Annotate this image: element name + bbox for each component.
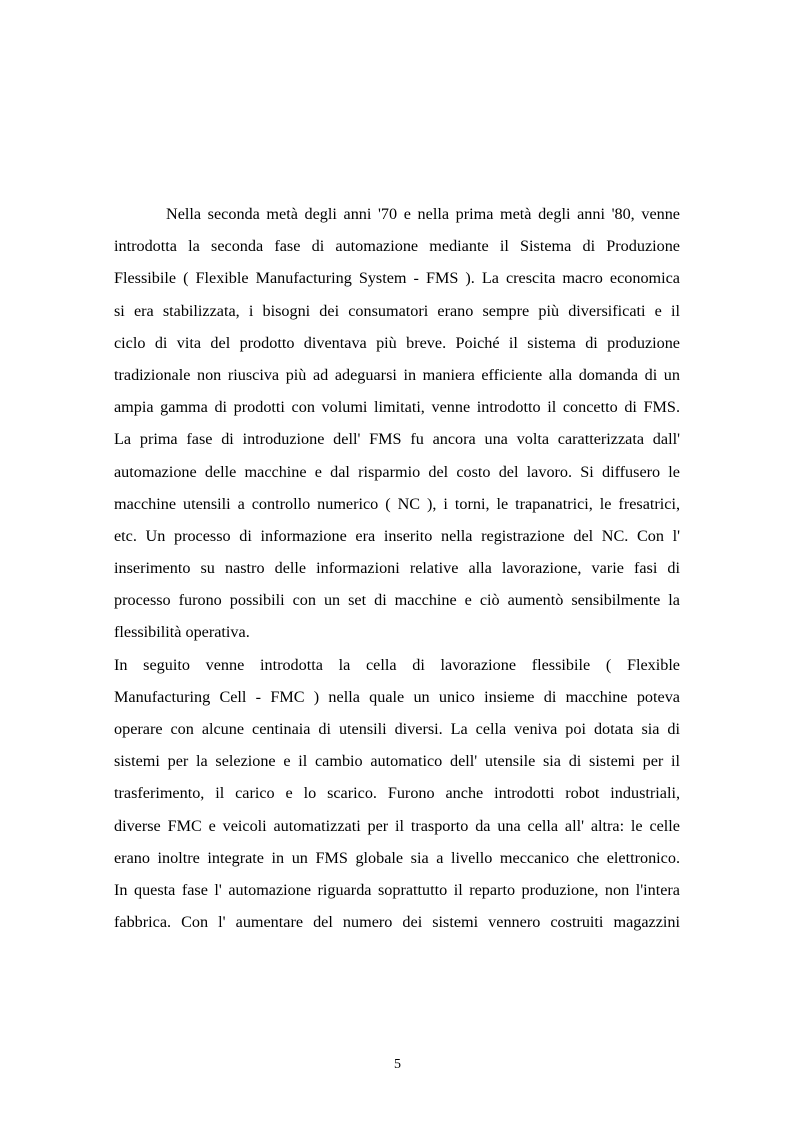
text-line: erano inoltre integrate in un FMS globale sia a livello meccanico che elettronico. xyxy=(114,848,680,867)
text-line: automazione delle macchine e dal risparmio del costo del lavoro. Si diffusero le xyxy=(114,462,680,481)
text-line: tradizionale non riusciva più ad adeguarsi in maniera efficiente alla domanda di un xyxy=(114,365,680,384)
text-line: macchine utensili a controllo numerico ( NC ), i torni, le trapanatrici, le fresatrici, xyxy=(114,494,680,513)
text-line: Nella seconda metà degli anni '70 e nella prima metà degli anni '80, venne xyxy=(166,205,680,223)
text-line: In seguito venne introdotta la cella di lavorazione flessibile ( Flexible xyxy=(114,655,680,674)
text-line: introdotta la seconda fase di automazione mediante il Sistema di Produzione xyxy=(114,237,680,256)
text-line: diverse FMC e veicoli automatizzati per il trasporto da una cella all' altra: le celle xyxy=(114,816,680,835)
text-line: inserimento su nastro delle informazioni relative alla lavorazione, varie fasi di xyxy=(114,559,680,578)
text-line: sistemi per la selezione e il cambio automatico dell' utensile sia di sistemi per il xyxy=(114,752,680,771)
text-line: operare con alcune centinaia di utensili diversi. La cella veniva poi dotata sia di xyxy=(114,720,680,738)
text-line: processo furono possibili con un set di macchine e ciò aumentò sensibilmente la xyxy=(114,591,680,610)
text-line: ampia gamma di prodotti con volumi limitati, venne introdotto il concetto di FMS. xyxy=(114,398,680,417)
text-line: flessibilità operativa. xyxy=(114,623,250,642)
text-line: fabbrica. Con l' aumentare del numero dei sistemi vennero costruiti magazzini xyxy=(114,913,680,932)
text-line: etc. Un processo di informazione era inserito nella registrazione del NC. Con l' xyxy=(114,526,680,545)
text-line: La prima fase di introduzione dell' FMS fu ancora una volta caratterizzata dall' xyxy=(114,430,680,449)
text-line: si era stabilizzata, i bisogni dei consumatori erano sempre più diversificati e il xyxy=(114,301,680,320)
text-line: trasferimento, il carico e lo scarico. Furono anche introdotti robot industriali, xyxy=(114,784,680,803)
text-line: ciclo di vita del prodotto diventava più breve. Poiché il sistema di produzione xyxy=(114,333,680,352)
text-line: In questa fase l' automazione riguarda soprattutto il reparto produzione, non l'intera xyxy=(114,880,680,899)
text-line: Manufacturing Cell - FMC ) nella quale un unico insieme di macchine poteva xyxy=(114,687,680,706)
page-number: 5 xyxy=(394,1057,401,1072)
text-line: Flessibile ( Flexible Manufacturing System - FMS ). La crescita macro economica xyxy=(114,269,680,288)
body-text xyxy=(114,198,680,938)
